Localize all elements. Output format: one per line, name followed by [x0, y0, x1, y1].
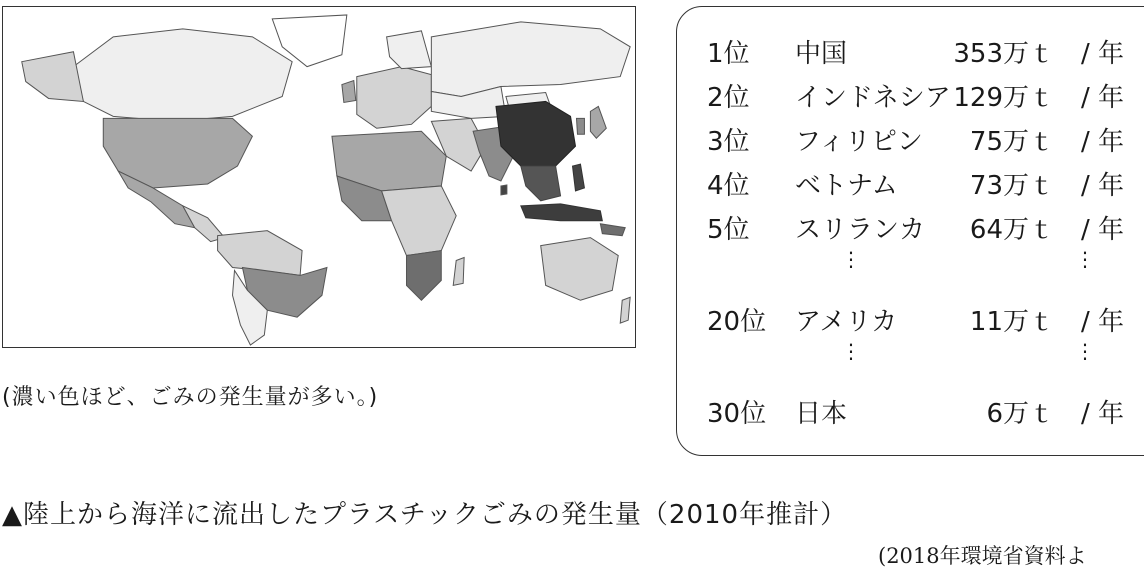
rank-label: 30位 [707, 399, 767, 429]
map-madagascar [453, 258, 464, 286]
ranking-row [677, 111, 1144, 157]
map-caption: (濃い色ほど、ごみの発生量が多い。) [2, 385, 379, 410]
country-name: 日本 [795, 399, 848, 429]
country-name: インドネシア [795, 83, 951, 113]
figure-title: ▲陸上から海洋に流出したプラスチックごみの発生量（2010年推計） [2, 500, 848, 530]
ellipsis: ⋮ [1075, 339, 1095, 363]
map-sri-lanka [501, 185, 507, 195]
amount-value: 11万ｔ [969, 307, 1055, 337]
ranking-box [676, 6, 1144, 456]
map-philippines [573, 164, 585, 191]
map-central-africa [382, 186, 457, 256]
amount-value: 353万ｔ [953, 39, 1055, 69]
amount-unit: / 年 [1081, 399, 1125, 429]
amount-value: 64万ｔ [969, 215, 1055, 245]
source-note: (2018年環境省資料よ [878, 544, 1087, 568]
ranking-row [677, 291, 1144, 337]
amount-unit: / 年 [1081, 39, 1125, 69]
ranking-row [677, 383, 1144, 429]
world-map-svg [3, 7, 635, 347]
map-papua [600, 224, 625, 236]
rank-label: 4位 [707, 171, 750, 201]
country-name: アメリカ [795, 307, 898, 337]
world-map [2, 6, 636, 348]
map-new-zealand [620, 297, 630, 323]
map-south-america-north [218, 231, 303, 276]
amount-unit: / 年 [1081, 127, 1125, 157]
map-canada [73, 29, 292, 121]
map-indonesia [521, 204, 603, 221]
map-russia [431, 22, 630, 97]
ellipsis: ⋮ [841, 339, 861, 363]
ranking-row [677, 23, 1144, 69]
amount-unit: / 年 [1081, 215, 1125, 245]
amount-value: 6万ｔ [986, 399, 1055, 429]
rank-label: 3位 [707, 127, 750, 157]
country-name: スリランカ [795, 215, 926, 245]
ranking-row [677, 67, 1144, 113]
rank-label: 5位 [707, 215, 750, 245]
map-scandinavia [387, 31, 432, 69]
amount-value: 75万ｔ [969, 127, 1055, 157]
map-australia [541, 238, 619, 301]
amount-value: 129万ｔ [953, 83, 1055, 113]
rank-label: 20位 [707, 307, 767, 337]
amount-unit: / 年 [1081, 171, 1125, 201]
map-southeast-asia [521, 166, 561, 201]
map-alaska [22, 52, 84, 102]
amount-unit: / 年 [1081, 83, 1125, 113]
amount-value: 73万ｔ [969, 171, 1055, 201]
country-name: フィリピン [795, 127, 923, 157]
rank-label: 2位 [707, 83, 750, 113]
map-uk [342, 81, 356, 103]
rank-label: 1位 [707, 39, 750, 69]
country-name: ベトナム [795, 171, 898, 201]
amount-unit: / 年 [1081, 307, 1125, 337]
country-name: 中国 [795, 39, 848, 69]
map-southern-africa [406, 251, 441, 301]
ellipsis: ⋮ [1075, 247, 1095, 271]
map-japan [590, 106, 606, 138]
map-europe [357, 67, 432, 129]
map-korea [576, 118, 584, 134]
ranking-row [677, 155, 1144, 201]
ellipsis: ⋮ [841, 247, 861, 271]
ranking-row [677, 199, 1144, 245]
